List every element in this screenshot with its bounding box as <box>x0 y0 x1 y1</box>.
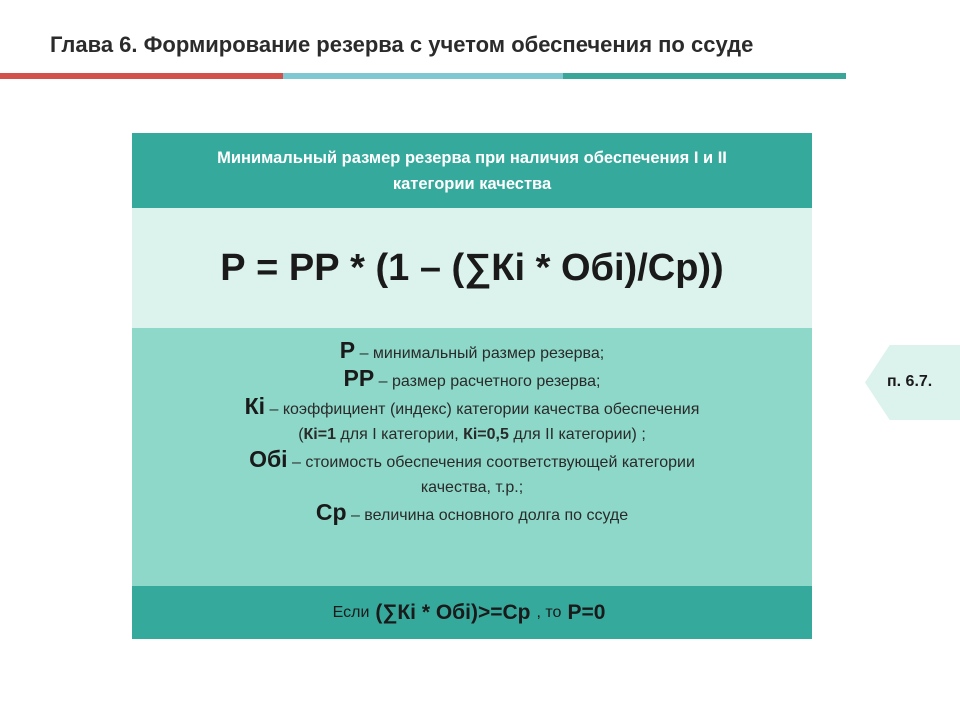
slide-title: Глава 6. Формирование резерва с учетом обеспечения по ссуде <box>50 32 754 57</box>
definitions-block <box>132 328 812 586</box>
definition-ki <box>132 394 812 422</box>
reserve-formula: Р = РР * (1 – (∑Кi * Обi)/Ср)) <box>132 208 812 328</box>
card-header <box>132 133 812 208</box>
formula-card <box>132 133 812 639</box>
definition-symbol: Р <box>339 337 356 363</box>
card-header-line-1: Минимальный размер резерва при наличия обеспечения I и II <box>217 148 727 167</box>
card-header-line-2: категории качества <box>392 174 552 193</box>
definition-cp <box>132 500 812 528</box>
condition-result: Р=0 <box>567 600 606 624</box>
ki-note-open: ( <box>298 426 304 443</box>
underline-segment-light-blue <box>283 73 563 79</box>
reference-label: п. 6.7. <box>887 373 933 390</box>
ki-values-note <box>132 422 812 447</box>
ki-value-category-1: Кi=1 <box>303 426 336 443</box>
obi-definition-continuation: качества, т.р.; <box>420 479 524 496</box>
ki-note-text-2: для II категории) ; <box>508 426 646 443</box>
condition-expression: (∑Кi * Обi)>=Ср <box>375 600 531 624</box>
definition-text: – величина основного долга по ссуде <box>346 507 629 524</box>
definition-symbol: Ср <box>315 499 347 525</box>
definition-text: – минимальный размер резерва; <box>355 345 605 362</box>
underline-segment-teal <box>563 73 846 79</box>
definition-text: – стоимость обеспечения соответствующей категории <box>287 454 695 471</box>
definition-symbol: Обi <box>249 446 288 472</box>
definition-symbol: Кi <box>244 393 266 419</box>
then-label: , то <box>536 603 562 621</box>
definition-symbol: РР <box>343 365 375 391</box>
definition-obi <box>132 447 812 475</box>
underline-segment-red <box>0 73 283 79</box>
definition-text: – коэффициент (индекс) категории качества обеспечения <box>265 401 700 418</box>
title-underline <box>0 73 846 79</box>
zero-reserve-condition <box>132 586 812 639</box>
if-label: Если <box>332 603 370 621</box>
ki-value-category-2: Кi=0,5 <box>463 426 509 443</box>
definition-pp <box>132 366 812 394</box>
definition-text: – размер расчетного резерва; <box>374 373 601 390</box>
definition-p <box>132 338 812 366</box>
ki-note-text-1: для I категории, <box>335 426 464 443</box>
